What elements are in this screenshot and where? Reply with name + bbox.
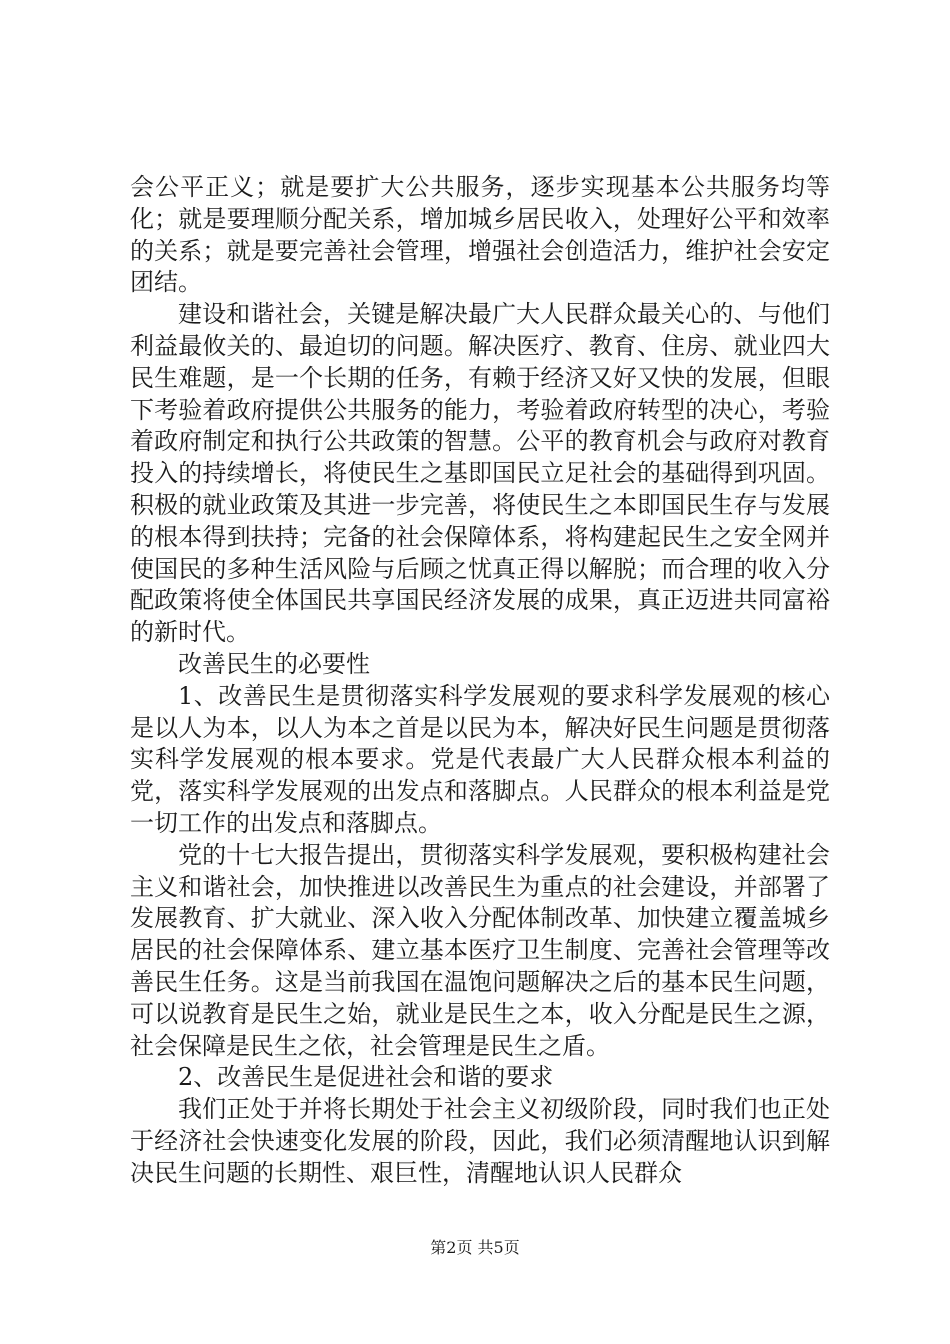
paragraph-harmonious-society: 建设和谐社会，关键是解决最广大人民群众最关心的、与他们利益最攸关的、最迫切的问题。解决医疗、教育、住房、就业四大民生难题，是一个长期的任务，有赖于经济又好又快的发展，但眼下考验着政府提供公共服务的能力，考验着政府转型的决心，考验着政府制定和执行公共政策的智慧。公平的教育机会与政府对教育投入的持续增长，将使民生之基即国民立足社会的基础得到巩固。积极的就业政策及其进一步完善，将使民生之本即国民生存与发展的根本得到扶持；完备的社会保障体系，将构建起民生之安全网并使国民的多种生活风险与后顾之忧真正得以解脱；而合理的收入分配政策将使全体国民共享国民经济发展的成果，真正迈进共同富裕的新时代。 (130, 300, 830, 647)
page-footer (0, 1238, 950, 1258)
paragraph-seventeenth-congress: 党的十七大报告提出，贯彻落实科学发展观，要积极构建社会主义和谐社会，加快推进以改善民生为重点的社会建设，并部署了发展教育、扩大就业、深入收入分配体制改革、加快建立覆盖城乡居民的社会保障体系、建立基本医疗卫生制度、完善社会管理等改善民生任务。这是当前我国在温饱问题解决之后的基本民生问题，可以说教育是民生之始，就业是民生之本，收入分配是民生之源，社会保障是民生之依，社会管理是民生之盾。 (130, 840, 830, 1060)
section-heading-necessity: 改善民生的必要性 (178, 649, 370, 678)
paragraph-primary-stage: 我们正处于并将长期处于社会主义初级阶段，同时我们也正处于经济社会快速变化发展的阶段，因此，我们必须清醒地认识到解决民生问题的长期性、艰巨性，清醒地认识人民群众 (130, 1095, 830, 1187)
document-body (130, 172, 830, 1190)
section-heading-point-2: 2、改善民生是促进社会和谐的要求 (178, 1063, 554, 1092)
paragraph-point-1: 1、改善民生是贯彻落实科学发展观的要求科学发展观的核心是以人为本，以人为本之首是以民为本，解决好民生问题是贯彻落实科学发展观的根本要求。党是代表最广大人民群众根本利益的党，落实科学发展观的出发点和落脚点。人民群众的根本利益是党一切工作的出发点和落脚点。 (130, 681, 830, 837)
page-number: 第2页 (430, 1238, 473, 1257)
page-total: 共5页 (477, 1238, 520, 1257)
paragraph-continuation: 会公平正义；就是要扩大公共服务，逐步实现基本公共服务均等化；就是要理顺分配关系，增加城乡居民收入，处理好公平和效率的关系；就是要完善社会管理，增强社会创造活力，维护社会安定团结。 (130, 173, 830, 297)
